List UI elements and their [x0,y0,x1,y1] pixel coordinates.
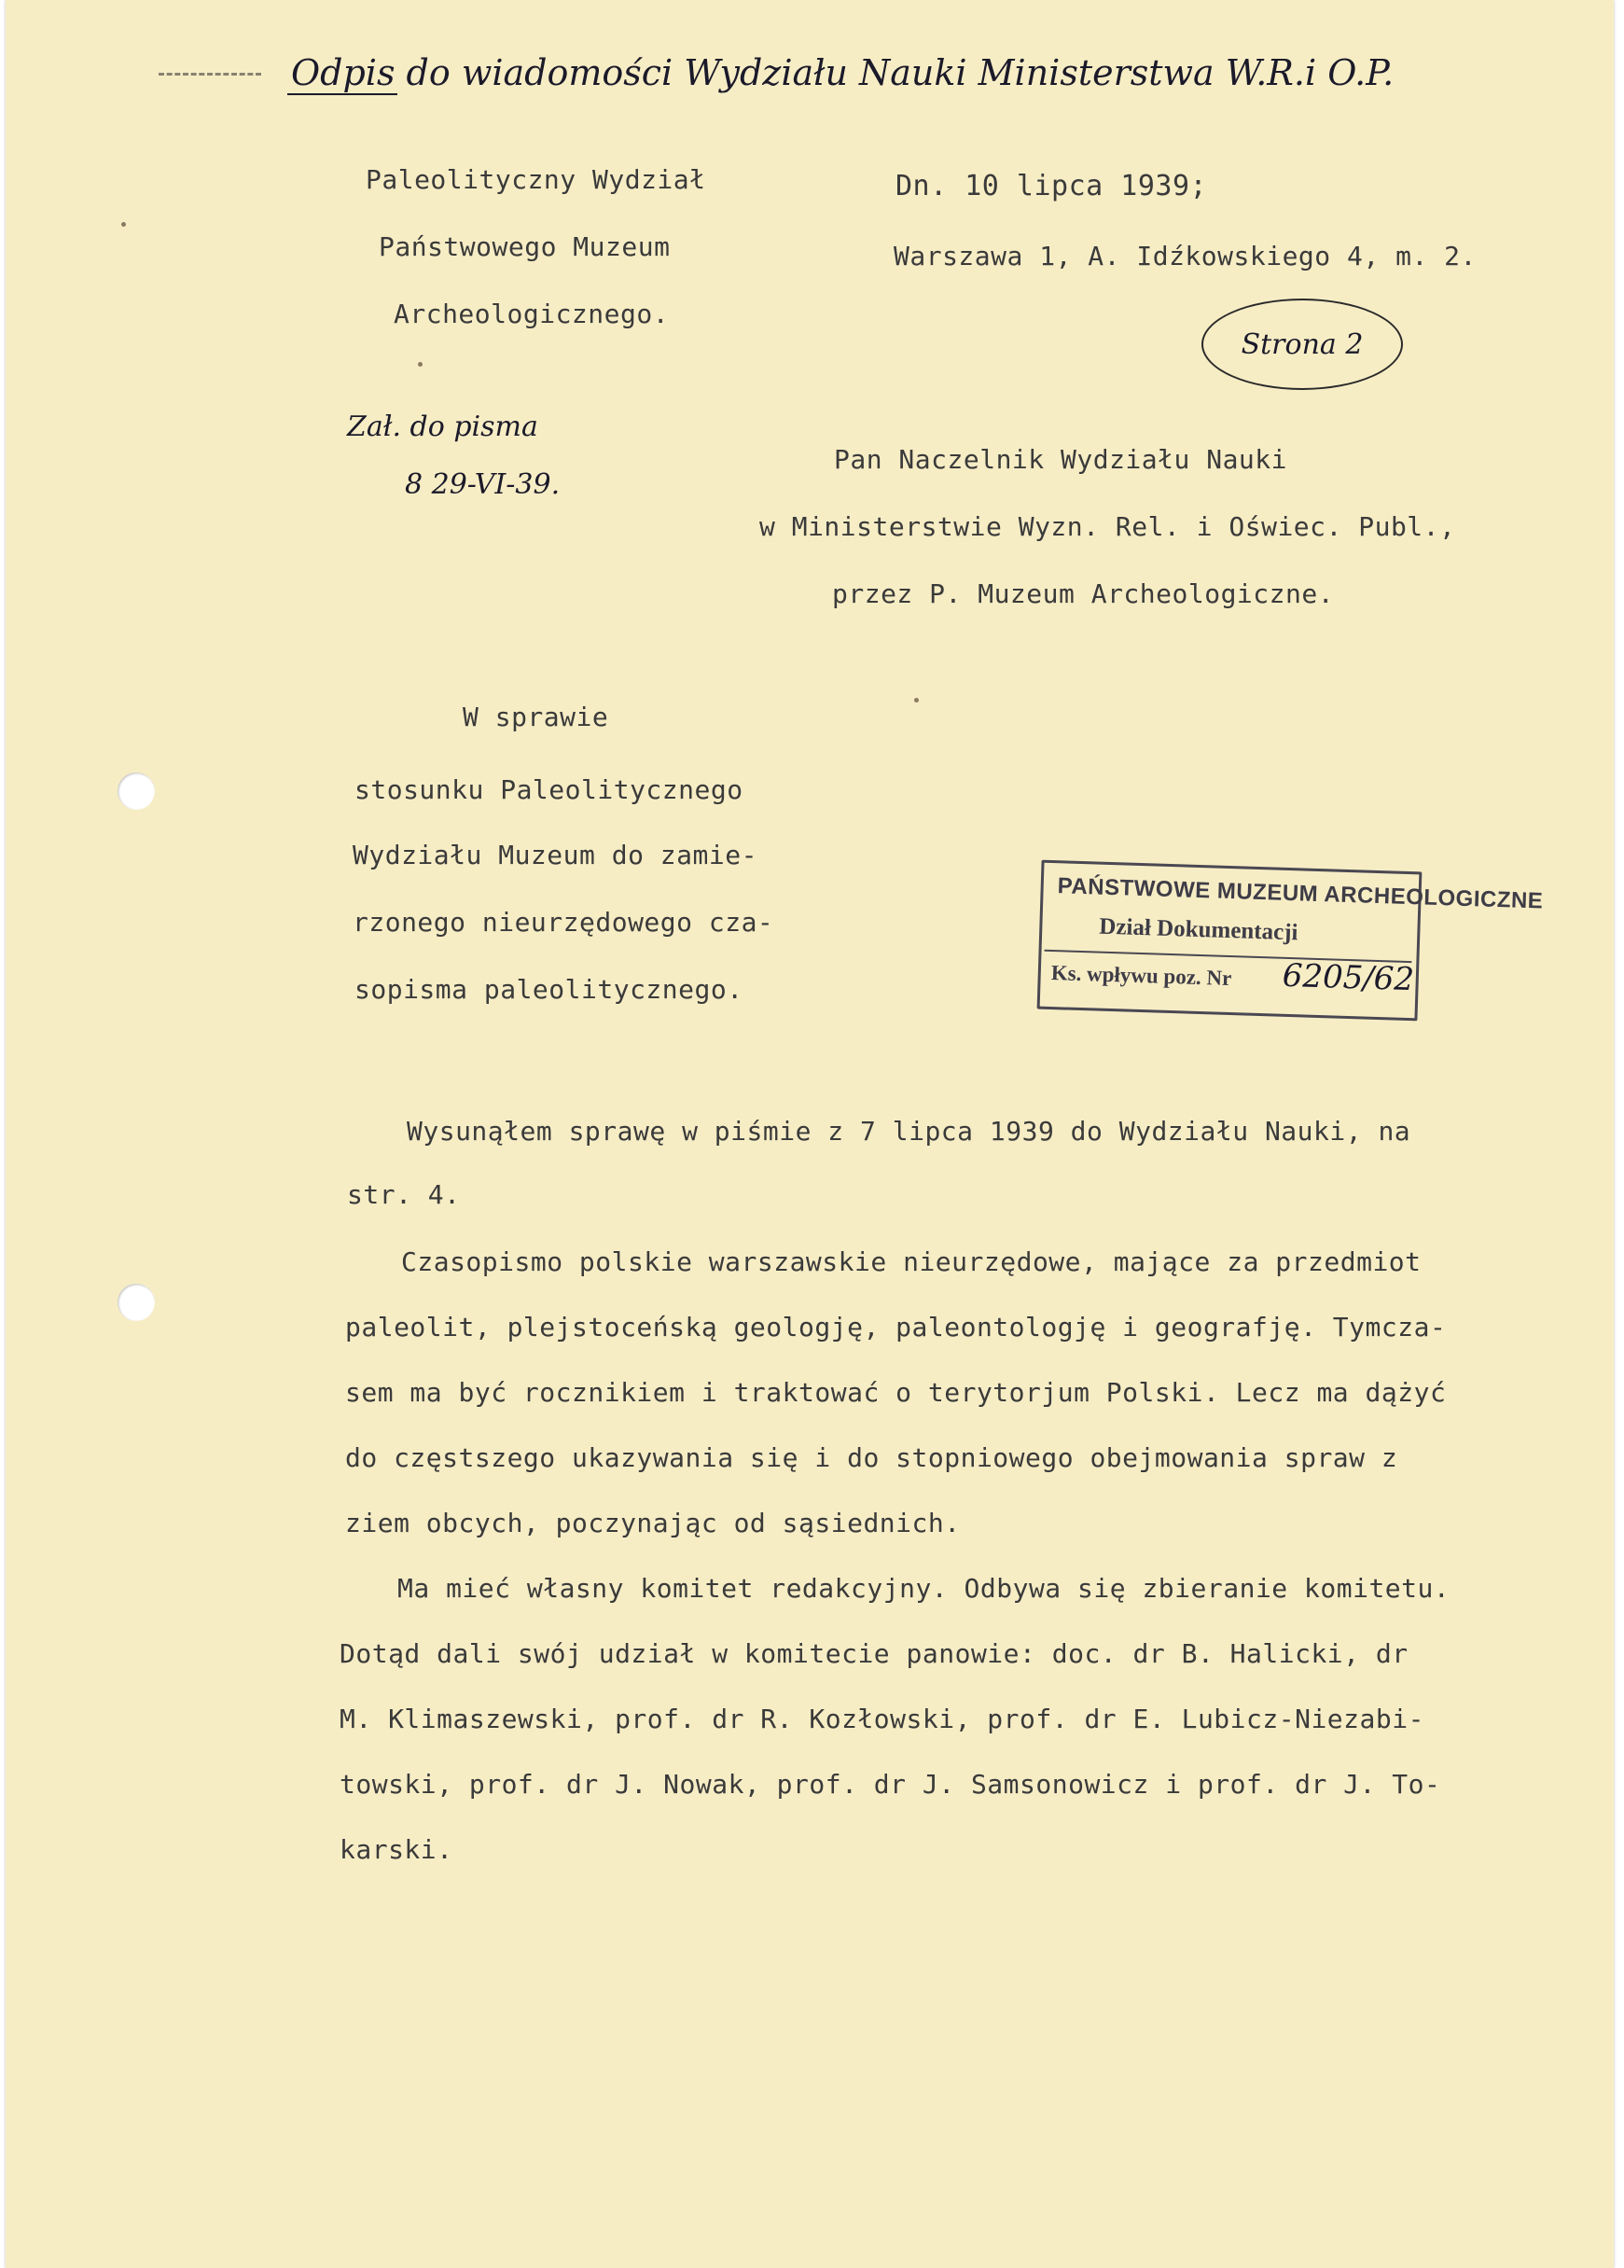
sender-line: Archeologicznego. [394,299,670,329]
stamp-institution: PAŃSTWOWE MUZEUM ARCHEOLOGICZNE [1057,873,1544,914]
subject-line: Wydziału Muzeum do zamie- [353,840,757,870]
subject-line: stosunku Paleolitycznego [354,774,743,805]
subject-line: W sprawie [463,702,609,732]
archive-stamp [1037,860,1544,1022]
page-number-mark [1201,299,1403,390]
punch-hole [118,1284,155,1321]
stamp-register-number: 6205/62 [1282,956,1415,999]
stamp-register-label: Ks. wpływu poz. Nr [1050,961,1232,991]
body-line: Czasopismo polskie warszawskie nieurzędowe, mające za przedmiot [401,1246,1422,1277]
body-line: sem ma być rocznikiem i traktować o terytorjum Polski. Lecz ma dążyć [345,1377,1447,1408]
handwritten-title: Odpis do wiadomości Wydziału Nauki Ministerstwa W.R.i O.P. [291,52,1395,93]
recipient-line: w Ministerstwie Wyzn. Rel. i Oświec. Publ., [759,511,1456,542]
letter-date: Dn. 10 lipca 1939; [895,170,1208,202]
paper-spot [914,698,919,703]
body-line: str. 4. [347,1179,461,1210]
body-line: karski. [340,1834,453,1865]
document-page [6,0,1614,2268]
sender-line: Paleolityczny Wydział [366,164,706,195]
subject-line: sopisma paleolitycznego. [354,974,743,1005]
sender-line: Państwowego Muzeum [379,231,671,262]
body-line: towski, prof. dr J. Nowak, prof. dr J. Samsonowicz i prof. dr J. To- [340,1769,1441,1800]
recipient-line: przez P. Muzeum Archeologiczne. [832,578,1335,609]
paper-spot [418,362,423,367]
recipient-line: Pan Naczelnik Wydziału Nauki [834,444,1288,475]
stamp-department: Dział Dokumentacji [1098,913,1298,946]
paper-spot [121,222,126,227]
body-line: M. Klimaszewski, prof. dr R. Kozłowski, prof. dr E. Lubicz-Niezabi- [340,1704,1424,1734]
body-line: Dotąd dali swój udział w komitecie panowie: doc. dr B. Halicki, dr [340,1638,1409,1669]
body-line: Ma mieć własny komitet redakcyjny. Odbywa się zbieranie komitetu. [397,1573,1450,1604]
page-number-text: Strona 2 [1241,327,1364,361]
attachment-note-line2: 8 29-VI-39. [405,468,561,501]
body-line: do częstszego ukazywania się i do stopniowego obejmowania spraw z [345,1442,1398,1473]
body-line: ziem obcych, poczynając od sąsiednich. [345,1508,961,1538]
body-line: Wysunąłem sprawę w piśmie z 7 lipca 1939 do Wydziału Nauki, na [407,1116,1411,1147]
body-line: paleolit, plejstoceńską geologję, paleontologję i geografję. Tymcza- [345,1312,1447,1343]
punch-hole [118,772,155,810]
sender-address: Warszawa 1, A. Idźkowskiego 4, m. 2. [894,241,1477,271]
subject-line: rzonego nieurzędowego cza- [353,907,774,938]
attachment-note-line1: Zał. do pisma [347,410,538,443]
dashed-margin-mark [159,73,261,76]
